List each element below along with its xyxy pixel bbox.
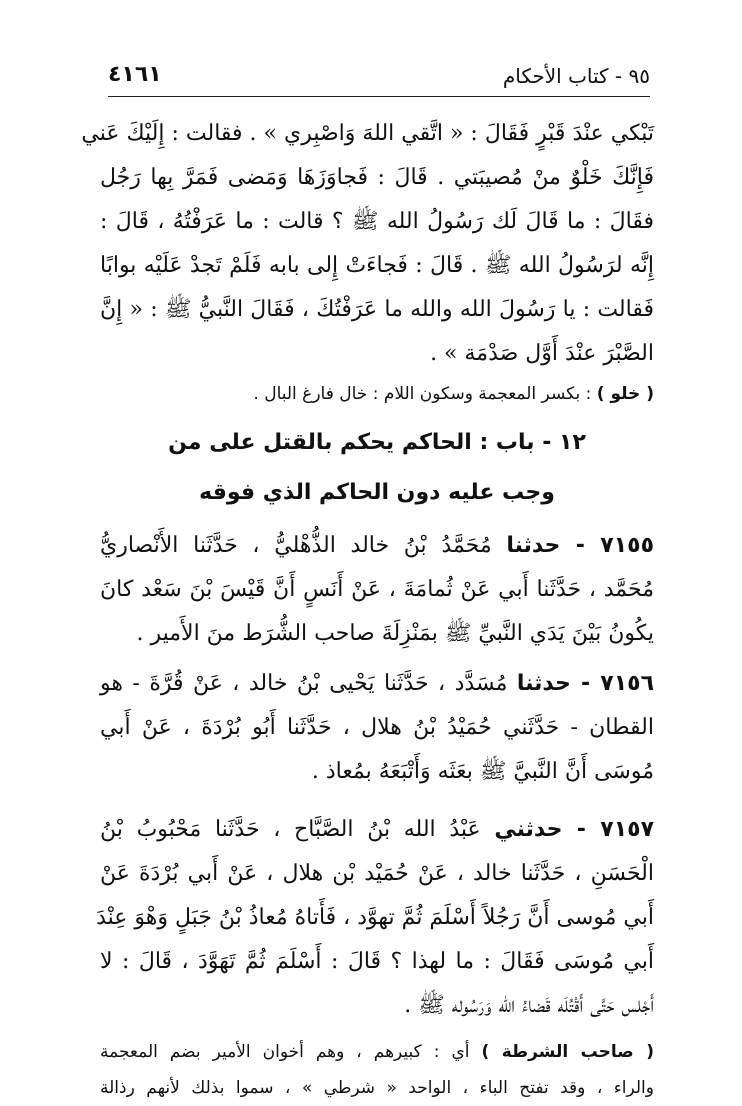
footnote-term: ( صاحب الشرطة ) [481, 1042, 654, 1062]
text-line: فقَالَ : ما قَالَ لَك رَسُولُ الله ﷺ ؟ قالت : ما عَرَفْتُهُ ، قَالَ : [100, 209, 654, 234]
text-line [100, 524, 654, 568]
hadith-text: عَبْدُ الله بْنُ الصَّبَّاح ، حَدَّثَنا مَحْبُوبُ بْنُ [100, 817, 495, 842]
text-line: تَبْكي عنْدَ قَبْرٍ فَقَالَ : « اتَّقي اللهَ وَاصْبِري » . فقالت : إِلَيْكَ عَني [81, 121, 654, 146]
text-line: فَقالت : يا رَسُولَ الله والله ما عَرَفْتُكَ ، فَقَالَ النَّبيُّ ﷺ : « إِنَّ [100, 297, 654, 322]
text-line: إِنَّه لرَسُولُ الله ﷺ . قَالَ : فَجاءَتْ إِلى بابه فَلَمْ تَجدْ عَلَيْه بوابًا [100, 253, 654, 278]
hadith-7157 [96, 808, 654, 1028]
text-line: أَبي مُوسى أَنَّ رَجُلاً أَسْلَمَ ثُمَّ تهوَّد ، فَأَتاهُ مُعاذُ بْنُ جَبَلٍ وَهْوَ عِنْدَ [96, 905, 654, 930]
text-line [100, 808, 654, 852]
hadith-continuation [81, 112, 654, 376]
hadith-number: ٧١٥٥ - حدثنا [506, 533, 654, 558]
footnote-line [100, 1034, 654, 1070]
hadith-number: ٧١٥٦ - حدثنا [516, 671, 654, 696]
text-line: أَبي مُوسَى فَقَالَ : ما لهذا ؟ قَالَ : أَسْلَمَ ثُمَّ تَهَوَّدَ ، قَالَ : لا [100, 949, 654, 974]
text-line: أَجْلس حَتَّى أَقْتُلَه قَضاءُ الله وَرَسُوله ﷺ . [404, 993, 654, 1018]
chapter-heading-line-2: وجب عليه دون الحاكم الذي فوقه [199, 480, 555, 505]
page-header [108, 60, 650, 97]
hadith-7155 [100, 524, 654, 656]
text-line: الصَّبْرَ عنْدَ أَوَّل صَدْمَة » . [430, 341, 654, 366]
chapter-heading-line-1: ١٢ - باب : الحاكم يحكم بالقتل على من [168, 430, 586, 455]
text-line: الْحَسَنِ ، حَدَّثَنا خالد ، عَنْ حُمَيْد بْن هلال ، عَنْ أَبي بُرْدَةَ عَنْ [100, 861, 654, 886]
page-number: ٤١٦١ [108, 62, 162, 87]
footnote-text: أي : كبيرهم ، وهم أخوان الأمير بضم المعجمة [100, 1042, 482, 1062]
text-line: فَإِنَّكَ خَلْوٌ منْ مُصيبَتي . قَالَ : فَجاوَزَهَا وَمَضى فَمَرَّ بِها رَجُل [100, 165, 654, 190]
hadith-number: ٧١٥٧ - حدثني [494, 817, 654, 842]
footnote-term: ( خلو ) [596, 384, 654, 404]
footnote-khalw [100, 376, 654, 412]
chapter-title: ٩٥ - كتاب الأحكام [502, 64, 650, 88]
footnote-text: : بكسر المعجمة وسكون اللام : خال فارغ البال . [253, 384, 597, 404]
text-line: مُوسَى أَنَّ النَّبيَّ ﷺ بعَثَه وَأَتْبَعَهُ بمُعاذ . [311, 759, 654, 784]
hadith-7156 [100, 662, 654, 794]
page-body [81, 112, 654, 1106]
footnote-sahib-shurta [100, 1034, 654, 1106]
text-line: يكُونُ بَيْنَ يَدَي النَّبيِّ ﷺ بمَنْزِلَةَ صاحب الشُّرَط منَ الأَمير . [136, 621, 654, 646]
text-line: القطان - حَدَّثَني حُمَيْدُ بْنُ هلال ، حَدَّثَنا أَبُو بُرْدَةَ ، عَنْ أَبي [100, 715, 654, 740]
hadith-text: مُحَمَّدُ بْنُ خالد الذُّهْليُّ ، حَدَّثَنا الأَنْصاريُّ [100, 533, 507, 558]
footnote-line: والراء ، وقد تفتح الباء ، الواحد « شرطي » ، سموا بذلك لأنهم رذالة [100, 1078, 654, 1098]
text-line [100, 662, 654, 706]
hadith-text: مُسَدَّد ، حَدَّثَنا يَحْيى بْنُ خالد ، عَنْ قُرَّةَ - هو [100, 671, 517, 696]
text-line: مُحَمَّد ، حَدَّثَنا أَبي عَنْ ثُمامَةَ ، عَنْ أَنَسٍ أَنَّ قَيْسَ بْنَ سَعْد كانَ [100, 577, 654, 602]
